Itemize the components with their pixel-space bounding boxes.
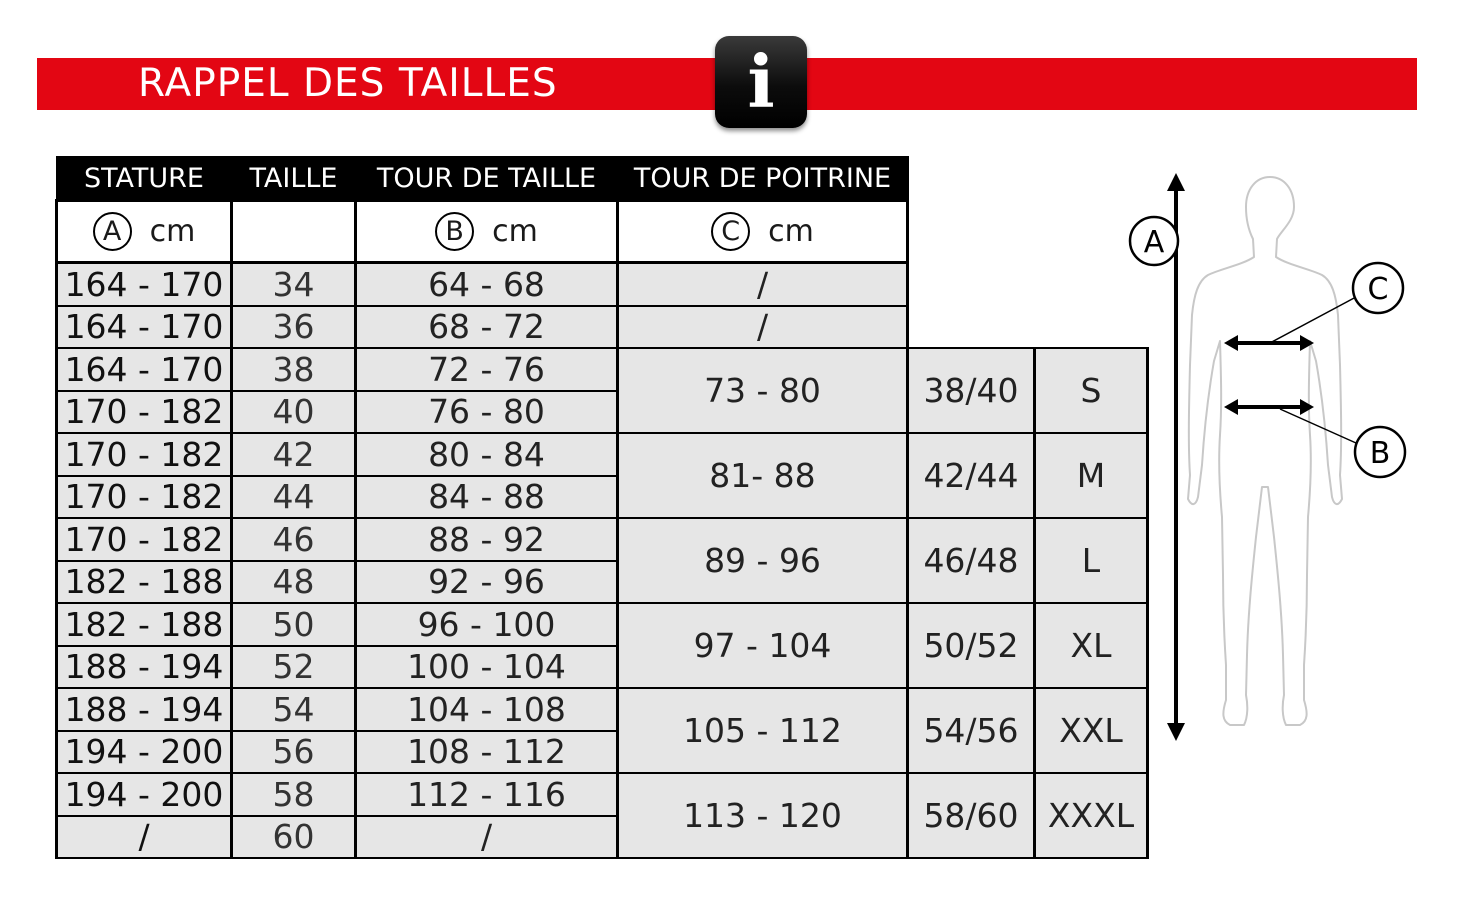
tour-de-taille-cell: 104 - 108 — [356, 688, 618, 731]
taille-cell: 42 — [232, 433, 356, 476]
tour-de-poitrine-cell: / — [618, 263, 908, 306]
taille-cell: 50 — [232, 603, 356, 646]
letter-size-cell: XL — [1035, 603, 1148, 688]
stature-cell: 170 - 182 — [57, 391, 232, 434]
stature-cell: / — [57, 816, 232, 859]
stature-cell: 164 - 170 — [57, 348, 232, 391]
tour-de-taille-cell: 96 - 100 — [356, 603, 618, 646]
marker-b: B — [435, 212, 474, 251]
unit-spacer — [908, 201, 1035, 263]
unit-label: cm — [149, 214, 196, 249]
marker-c-circle — [1353, 263, 1403, 313]
table-row — [57, 433, 1148, 476]
stature-cell: 164 - 170 — [57, 306, 232, 349]
stature-cell: 170 - 182 — [57, 518, 232, 561]
table-row — [57, 688, 1148, 731]
taille-cell: 60 — [232, 816, 356, 859]
table-row — [57, 348, 1148, 391]
unit-label: cm — [492, 214, 538, 249]
tour-de-taille-cell: 68 - 72 — [356, 306, 618, 349]
tour-de-poitrine-cell: 113 - 120 — [618, 773, 908, 858]
stature-cell: 182 - 188 — [57, 561, 232, 604]
marker-a-label: A — [1143, 225, 1165, 260]
marker-a: A — [93, 212, 132, 251]
taille-cell: 48 — [232, 561, 356, 604]
size-table — [55, 156, 1149, 859]
eu-size-cell: 38/40 — [908, 348, 1035, 433]
tour-de-poitrine-cell: 81- 88 — [618, 433, 908, 518]
tour-de-taille-cell: 80 - 84 — [356, 433, 618, 476]
info-icon — [715, 36, 807, 128]
tour-de-taille-cell: 72 - 76 — [356, 348, 618, 391]
taille-cell: 56 — [232, 731, 356, 774]
tour-de-taille-cell: / — [356, 816, 618, 859]
stature-cell: 188 - 194 — [57, 688, 232, 731]
header-tour-de-taille: TOUR DE TAILLE — [356, 157, 618, 201]
marker-b-label: B — [1369, 436, 1391, 471]
letter-size-cell: XXXL — [1035, 773, 1148, 858]
unit-taille — [232, 201, 356, 263]
eu-size-cell: 58/60 — [908, 773, 1035, 858]
table-row — [57, 603, 1148, 646]
taille-cell: 36 — [232, 306, 356, 349]
header-stature: STATURE — [57, 157, 232, 201]
marker-b-circle — [1355, 427, 1405, 477]
marker-c: C — [711, 212, 750, 251]
tour-de-taille-cell: 100 - 104 — [356, 646, 618, 689]
taille-cell: 34 — [232, 263, 356, 306]
info-glyph: i — [747, 39, 775, 124]
empty-cell — [908, 263, 1035, 306]
stature-cell: 182 - 188 — [57, 603, 232, 646]
tour-de-taille-cell: 92 - 96 — [356, 561, 618, 604]
tour-de-poitrine-cell: 105 - 112 — [618, 688, 908, 773]
taille-cell: 40 — [232, 391, 356, 434]
tour-de-taille-cell: 108 - 112 — [356, 731, 618, 774]
stature-cell: 194 - 200 — [57, 731, 232, 774]
tour-de-poitrine-cell: 73 - 80 — [618, 348, 908, 433]
letter-size-cell: S — [1035, 348, 1148, 433]
body-silhouette — [1188, 177, 1342, 725]
tour-de-poitrine-cell: 97 - 104 — [618, 603, 908, 688]
banner-title: RAPPEL DES TAILLES — [138, 61, 558, 106]
table-row — [57, 263, 1148, 306]
header-spacer — [908, 157, 1035, 201]
unit-tour-de-taille — [356, 201, 618, 263]
letter-size-cell: L — [1035, 518, 1148, 603]
tour-de-taille-cell: 84 - 88 — [356, 476, 618, 519]
stature-cell: 164 - 170 — [57, 263, 232, 306]
tour-de-taille-cell: 64 - 68 — [356, 263, 618, 306]
marker-c-label: C — [1367, 272, 1389, 307]
taille-cell: 38 — [232, 348, 356, 391]
body-figure — [1110, 165, 1410, 755]
tour-de-taille-cell: 76 - 80 — [356, 391, 618, 434]
table-row — [57, 518, 1148, 561]
taille-cell: 52 — [232, 646, 356, 689]
header-row — [57, 157, 1148, 201]
eu-size-cell: 50/52 — [908, 603, 1035, 688]
stature-cell: 194 - 200 — [57, 773, 232, 816]
tour-de-poitrine-cell: 89 - 96 — [618, 518, 908, 603]
letter-size-cell: XXL — [1035, 688, 1148, 773]
tour-de-poitrine-cell: / — [618, 306, 908, 349]
stature-cell: 188 - 194 — [57, 646, 232, 689]
eu-size-cell: 46/48 — [908, 518, 1035, 603]
stature-cell: 170 - 182 — [57, 476, 232, 519]
unit-row — [57, 201, 1148, 263]
unit-tour-de-poitrine — [618, 201, 908, 263]
marker-a-circle — [1130, 217, 1178, 265]
header-tour-de-poitrine: TOUR DE POITRINE — [618, 157, 908, 201]
stature-cell: 170 - 182 — [57, 433, 232, 476]
unit-label: cm — [768, 214, 814, 249]
unit-stature — [57, 201, 232, 263]
header-taille: TAILLE — [232, 157, 356, 201]
waist-arrow — [1224, 399, 1356, 443]
eu-size-cell: 42/44 — [908, 433, 1035, 518]
taille-cell: 58 — [232, 773, 356, 816]
tour-de-taille-cell: 88 - 92 — [356, 518, 618, 561]
taille-cell: 44 — [232, 476, 356, 519]
taille-cell: 46 — [232, 518, 356, 561]
letter-size-cell: M — [1035, 433, 1148, 518]
empty-cell — [908, 306, 1035, 349]
eu-size-cell: 54/56 — [908, 688, 1035, 773]
table-row — [57, 773, 1148, 816]
table-row — [57, 306, 1148, 349]
tour-de-taille-cell: 112 - 116 — [356, 773, 618, 816]
taille-cell: 54 — [232, 688, 356, 731]
